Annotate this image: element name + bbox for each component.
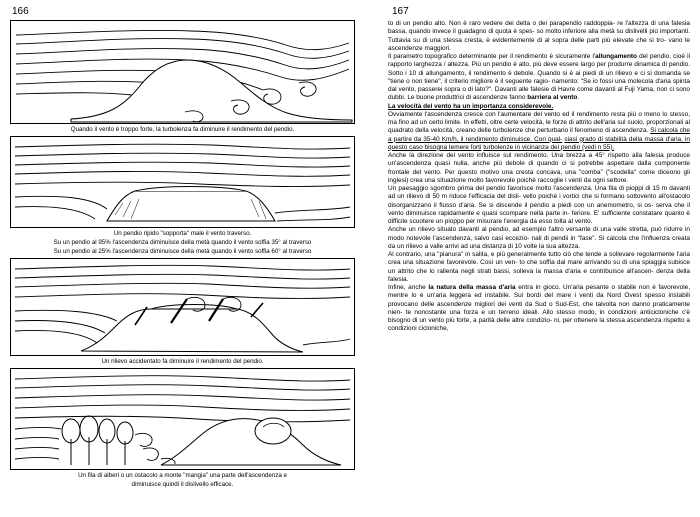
paragraph-1: to di un pendio alto. Non è raro vedere dei delta o dei parapendio raddoppia- re l'altezza di una falesia bassa, quando invece il guadagno di quota è spes- so molto inferiore alla metà su dislivelli più importanti. Tuttavia su di una stessa cresta, è evidentemente di al sopra delle parti più elevate che si tro- vano le ascendenze maggiori. [388, 20, 691, 52]
figure-frame [10, 20, 355, 124]
figure-caption: Quando il vento è troppo forte, la turbolenza fa diminuire il rendimento del pendio. [70, 125, 295, 133]
rough-relief-illustration [11, 259, 354, 355]
figure-frame [10, 258, 355, 356]
body-text-column [388, 20, 690, 512]
page-number-left: 166 [12, 6, 29, 17]
page-number-right: 167 [392, 6, 409, 17]
paragraph-7: Al contrario, una "pianura" in salita, e più generalmente tutto ciò che tende a sollevare regolarmente l'aria crea una situazione favorevole. Così un ven- to che soffia dal mare arrivando su di una spiaggia subisce un attrito che lo rallenta negli strati bassi, solleva la massa d'aria e contribuisce all'ascen- denza della falesia. [388, 251, 690, 283]
figure-caption-line2: Su un pendio al 95% l'ascendenza diminuisce della metà quando il vento soffia 35° al traverso [53, 238, 312, 246]
paragraph-4: Anche la direzione del vento influisce sul rendimento. Una brezza a 45° rispetto alla falesia produce un'ascendenza quasi nulla, anche più debole di quando ci si potrebbe aspettare dalla componente frontale del vento. Per questo motivo una cresta concava, una "comba" ("scodella" come diceono gli inglesi) crea una situazione molto favorevole poichè raccoglie i venti da ogni settore. [388, 152, 690, 184]
paragraph-3: Ovviamente l'ascendenza cresce con l'aumentare del vento ed il rendimento resta più o meno lo stesso, ma fino ad un certo limite. In effetti, oltre certe velocità, le forze di attrito dell'aria sul suolo, proporzionali al quadrato della velocità, creano delle turbolenze che perturbano il fenomeno di ascendenza. Si calcola che a partire da 35-40 Km/h, il rendimento diminuisce. Con qual- siasi grado di stabilità della massa d'aria, in questo caso bisogna temere forti turbolenze in vicinanza del pendio (vedi n 55). [388, 110, 691, 151]
figure-turbulence-strong-wind [10, 20, 355, 133]
turbulence-strong-wind-illustration [11, 21, 354, 123]
figure-caption-line2: diminuisce quindi il dislivello efficace. [131, 481, 234, 489]
paragraph-6: Anche un rilievo situato davanti al pendio, ad esempio l'altro versante di una valle stretta, può ridurre in modo notevole l'ascendenza, salvo casi eccezio- nali di pendii in "fase". Si calcola che l'influenza creata da un rilievo a valle arrivi ad una distanza di 10 volte la sua altezza. [388, 226, 690, 250]
figure-frame [10, 368, 355, 470]
figure-caption-line3: Su un pendio al 25% l'ascendenza diminuisce della metà quando il vento soffia 60° al traverso [53, 247, 312, 255]
paragraph-8: Infine, anche la natura della massa d'aria entra in gioco. Un'aria pesante o stabile non è favorevole, mentre lo è un'aria leggera ed instabile. Sui bordi del mare i venti da Nord Ovest spesso instabili provocano delle ascendenze migliori dei venti da Sud o Sud-Est, che talvolta non danno praticamente nien- te nonostante una forza e un terreno ideali. Allo stesso modo, in condizioni anticicloniche c'è bisogno di un vento più forte, a parità delle altre condizio- ni, per ottenere la stessa ascendenza rispetto a condizioni cicloniche, [388, 284, 691, 333]
figure-frame [10, 136, 355, 228]
paragraph-2: Il parametro topografico determinante per il rendimento è sicuramente l'allungamento del pendio, cioè il rapporto larghezza / altezza. Più un pendio è alto, più deve essere largo per produrre dinamica di pendio. Sotto i 10 di allungamento, il rendimento è debole. Quando si è ai piedi di un rilievo e ci si domanda se "tiene o non tiene", il criterio migliore è il seguente ragio- namento: "Se io fossi una molecola d'aria spinta dal vento, passerei sopra o di lato?". Davanti alle falesie di Havre come davanti al Fuji Yama, non ci sono dubbi. Le buone produttrici di ascendenze fanno barriera al vento. [388, 53, 690, 102]
figure-caption-line1: Un fila di alberi o un ostacolo a monte "mangia" una parte dell'ascendenza e [78, 471, 287, 479]
figure-tree-row-obstacle [10, 368, 355, 488]
figures-column [10, 20, 360, 512]
figure-caption: Un rilievo accidentato fa diminuire il rendimento del pendio. [101, 357, 264, 365]
paragraph-5: Un paesaggio sgombro prima del pendio favorisce molto l'ascendenza. Una fila di pioppi di 15 m davanti ad un rilievo di 50 m riduce l'efficacia del disli- vello poichè i vortici che si formano sottovento all'ostacolo disorganizzano il flusso d'aria. Se si discende il pendio a piedi con un anemometro, si os- serva che il vento diminuisce rapidamente e quasi scompare nella parte in- feriore. E' sufficiente constatare quanto è difficile scuotere un pioppo per misurare l'energia da esso tolta al vento. [388, 185, 691, 225]
figure-steep-slope [10, 136, 355, 255]
figure-caption-line1: Un pendio ripido "sopporta" male il vento traverso. [113, 229, 252, 237]
steep-slope-crosswind-illustration [11, 137, 354, 227]
section-heading: La velocità del vento ha un importanza considerevole. [388, 102, 554, 110]
figure-rough-relief [10, 258, 355, 365]
tree-row-obstacle-illustration [11, 369, 354, 469]
